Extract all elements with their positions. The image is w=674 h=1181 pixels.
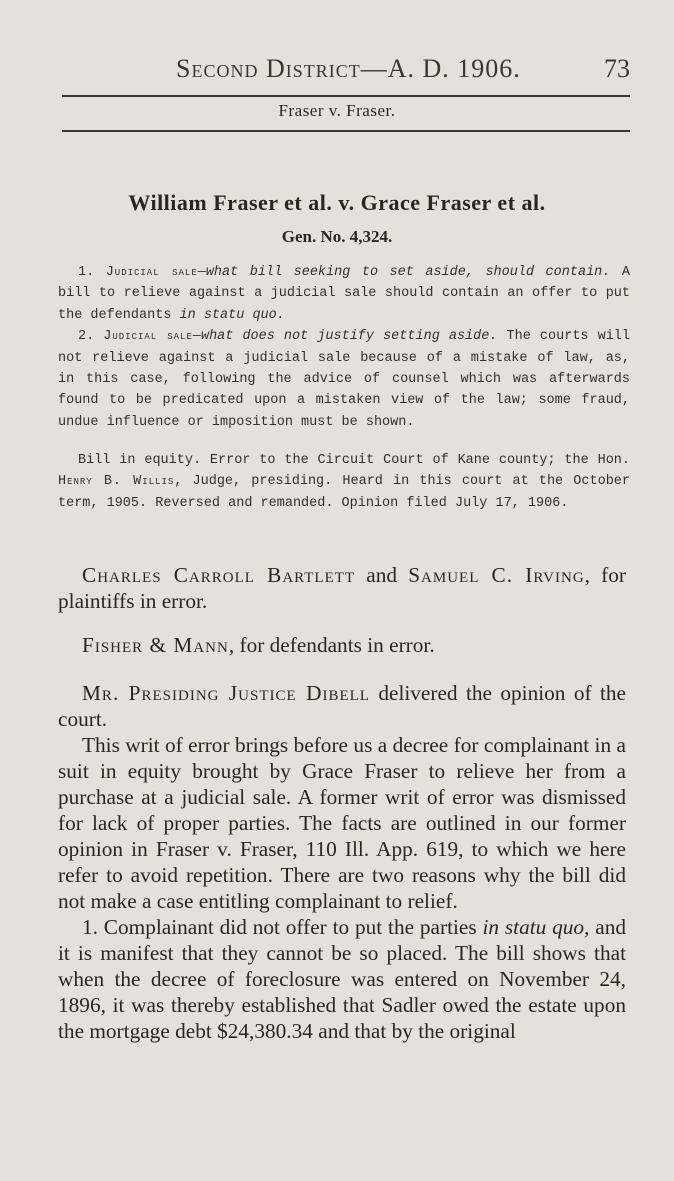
case-title: William Fraser et al. v. Grace Fraser et al. — [128, 190, 546, 215]
header-rule-bottom — [62, 130, 630, 132]
general-number: Gen. No. 4,324. — [281, 227, 393, 246]
counsel-defendants: Fisher & Mann, for defendants in error. — [82, 633, 435, 657]
page-number: 73 — [604, 54, 630, 83]
running-title: Second District—A. D. 1906. — [176, 54, 521, 83]
headnotes — [58, 262, 630, 433]
headnote-subtopic: —what bill seeking to set aside, should contain. — [197, 265, 611, 280]
headnote-subtopic: —what does not justify setting aside. — [192, 329, 498, 345]
headnote-topic: Judicial sale — [103, 329, 193, 345]
opinion-body — [58, 680, 626, 1044]
headnote-topic: Judicial sale — [105, 265, 198, 280]
trial-judge: Henry B. Willis — [58, 474, 175, 490]
headnote-italic: in statu quo. — [179, 307, 285, 323]
procedural-history: Bill in equity. Error to the Circuit Court of Kane county; the Hon. Henry B. Willis, Judge, presiding. Heard in this court at the October term, 1905. Reversed and remanded. Opinion filed July 17, 1906. — [58, 453, 630, 511]
opinion-paragraph: 1. Complainant did not offer to put the parties in statu quo, and it is manifest that they cannot be so placed. The bill shows that when the decree of foreclosure was entered on November 24, 1896, it was thereby established that Sadler owed the estate upon the mortgage debt $24,380.34 and that by the original — [58, 915, 626, 1043]
case-running-header: Fraser v. Fraser. — [278, 101, 396, 120]
headnote-text: The courts will not relieve against a judicial sale because of a mistake of law, as, in this case, following the advice of counsel which was afterwards found to be predicated upon a mistaken view of the law; some fraud, undue influence or imposition must be shown. — [58, 329, 630, 430]
opinion-intro: Mr. Presiding Justice Dibell delivered the opinion of the court. — [58, 681, 626, 731]
page-header — [58, 54, 630, 88]
headnote-1: 1. Judicial sale—what bill seeking to set aside, should contain. A bill to relieve against a judicial sale should contain an offer to put the defendants in statu quo. — [58, 265, 630, 323]
headnote-2: 2. Judicial sale—what does not justify setting aside. The courts will not relieve against a judicial sale because of a mistake of law, as, in this case, following the advice of counsel which was afterwards found to be predicated upon a mistaken view of the law; some fraud, undue influence or imposition must be shown. — [58, 329, 630, 430]
headnote-text: A bill to relieve against a judicial sale should contain an offer to put the defendants — [58, 265, 630, 323]
opinion-author: Mr. Presiding Justice Dibell — [82, 681, 370, 705]
counsel-plaintiffs: Charles Carroll Bartlett and Samuel C. Irving, for plaintiffs in error. — [58, 563, 626, 613]
opinion-paragraph: This writ of error brings before us a decree for complainant in a suit in equity brought by Grace Fraser to relieve her from a purchase at a judicial sale. A former writ of error was dismissed for lack of proper parties. The facts are outlined in our former opinion in Fraser v. Fraser, 110 Ill. App. 619, to which we here refer to avoid repetition. There are two reasons why the bill did not make a case entitling complainant to relief. — [58, 733, 626, 913]
header-rule-top — [62, 95, 630, 97]
